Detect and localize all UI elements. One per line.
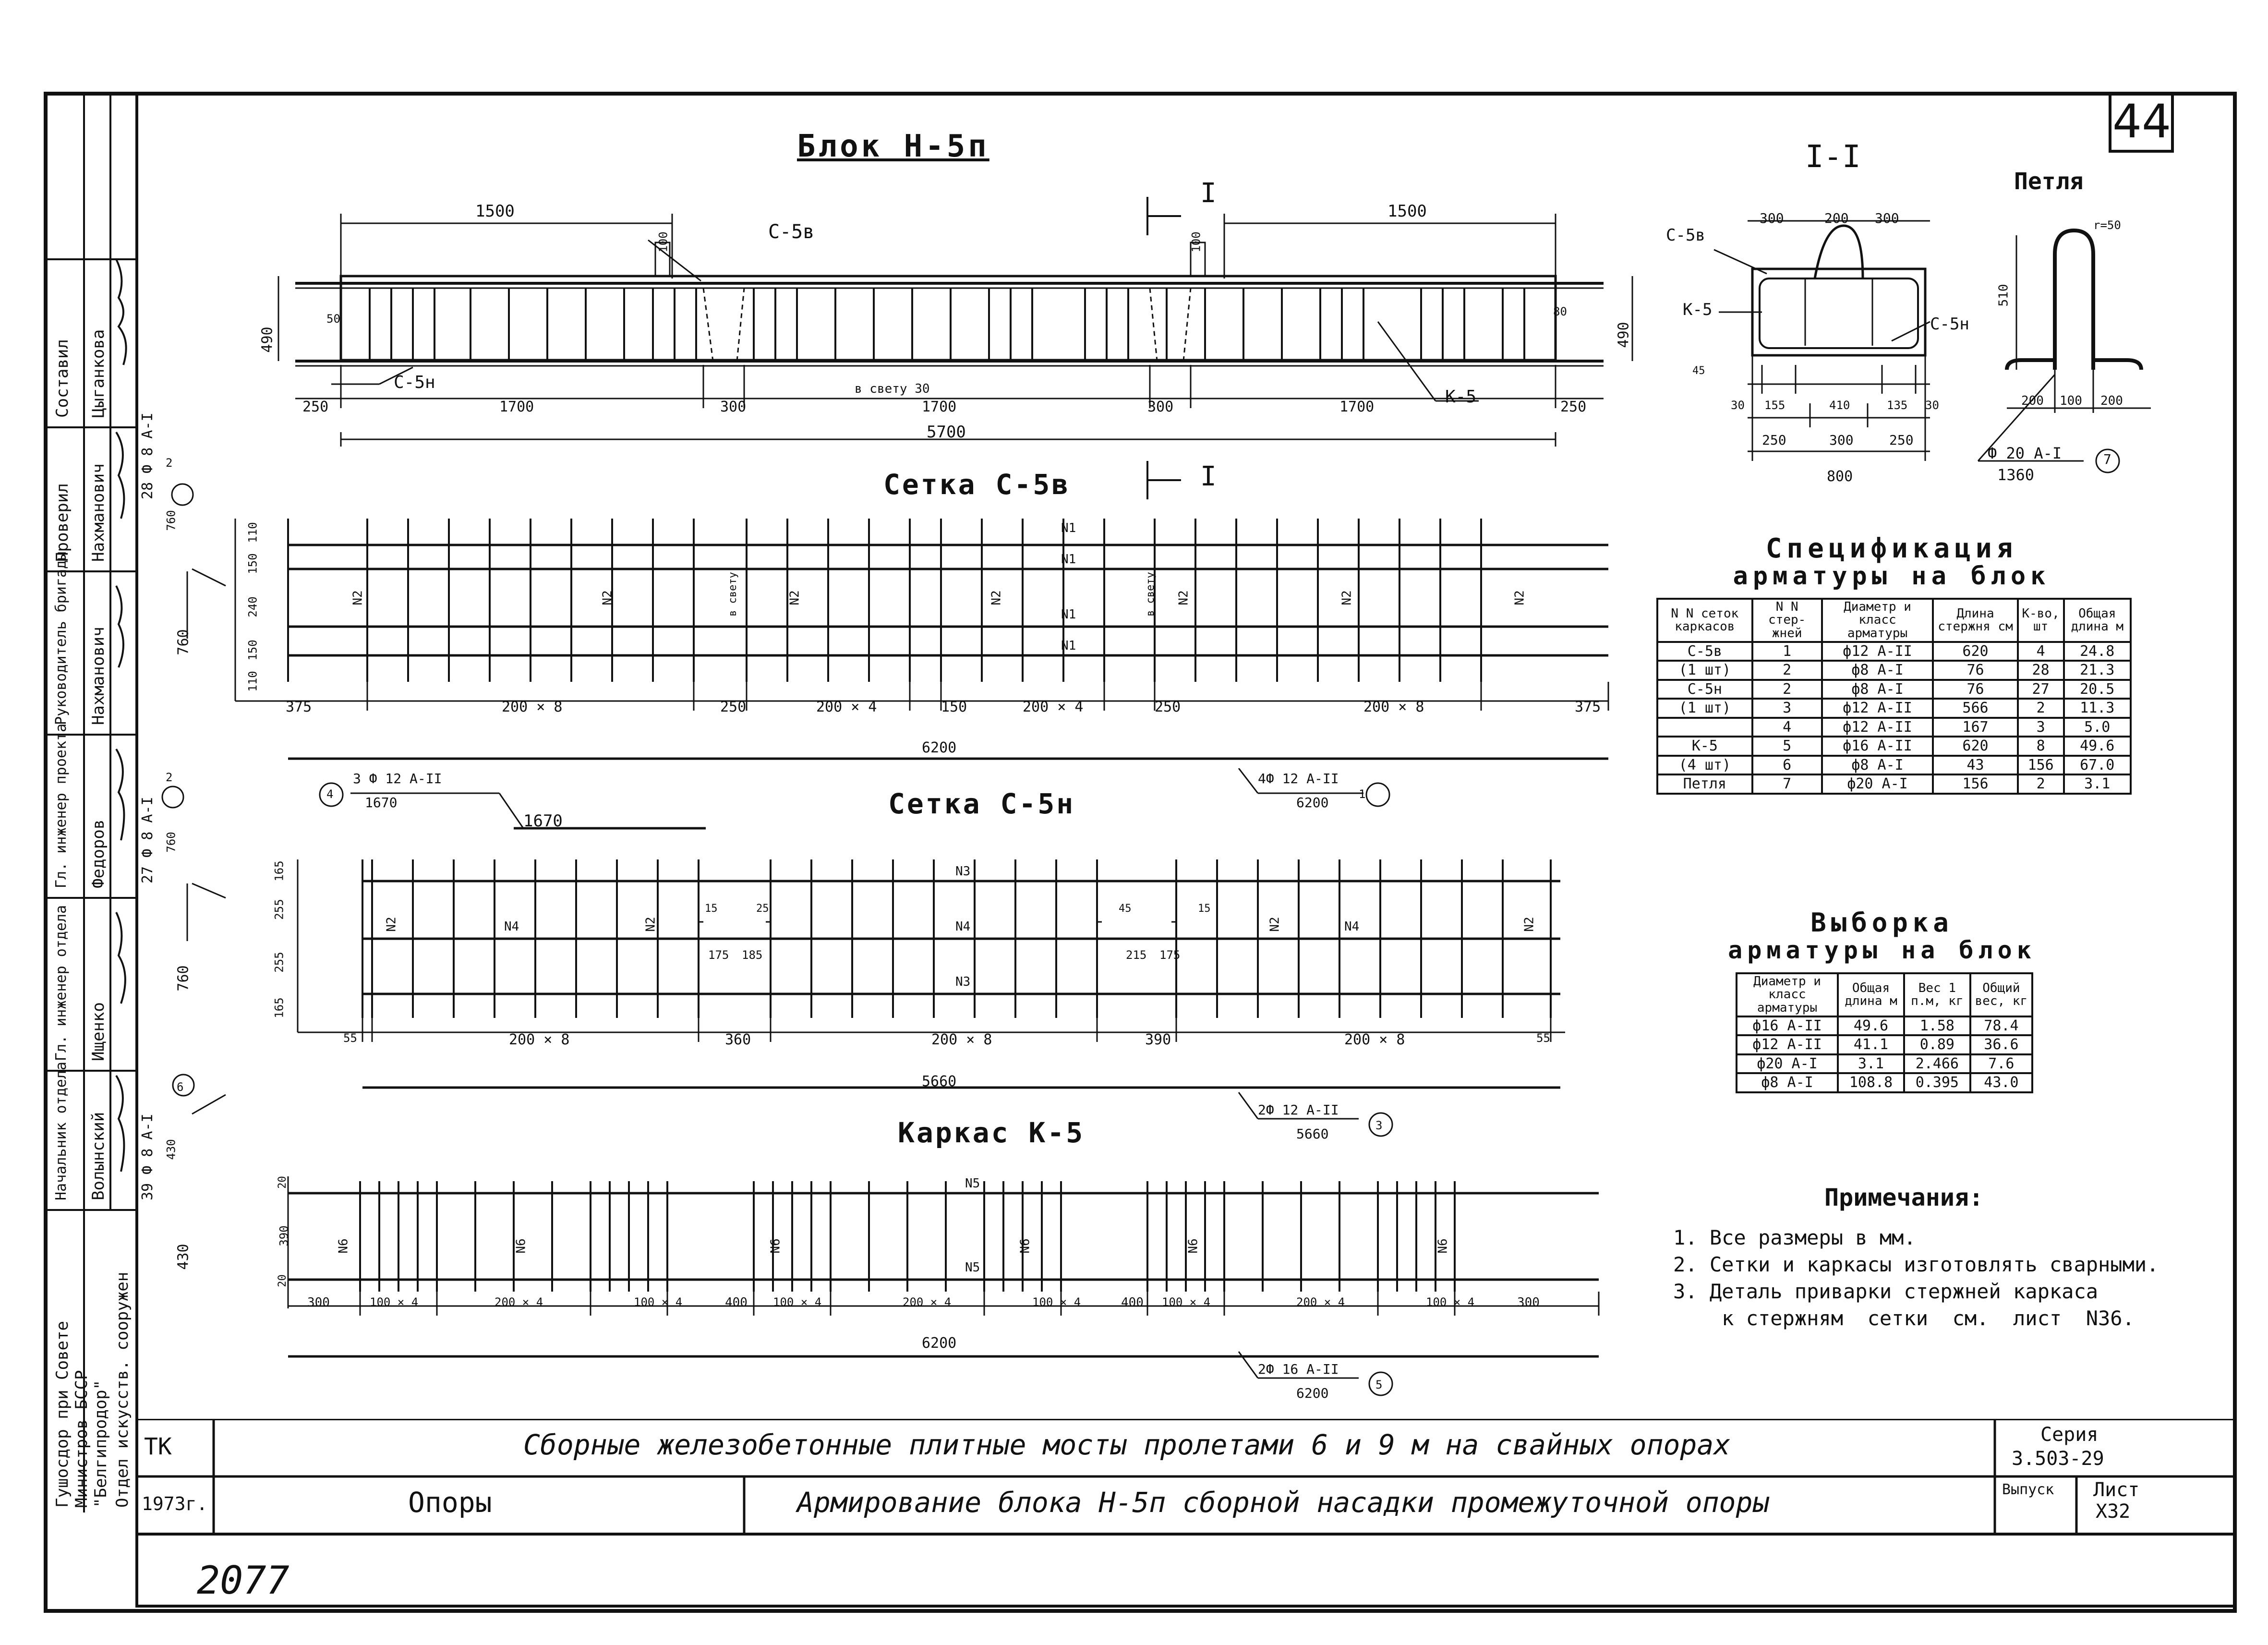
dim: 100 — [1189, 231, 1203, 253]
cell: ф16 А-II — [1737, 1016, 1838, 1036]
right-bar: 2Ф 16 А-II — [1258, 1361, 1339, 1377]
stamp-role: Составил — [53, 339, 72, 418]
title-series-label: Серия — [2040, 1424, 2099, 1446]
cell: ф8 А-I — [1822, 661, 1933, 680]
left-bar: 27 Ф 8 А-I — [139, 797, 156, 883]
bar-label: N1 — [1061, 552, 1076, 567]
stamp-org-4: Отдел искусств. сооружен — [113, 1271, 132, 1508]
bar-label: N6 — [514, 1238, 529, 1254]
cell: 20.5 — [2064, 680, 2131, 699]
selection-table — [1736, 972, 2033, 1093]
dim: 200 × 8 — [509, 1031, 570, 1048]
cell: С-5в — [1657, 642, 1752, 661]
gap-label: в свету — [1144, 572, 1157, 617]
dim: 135 — [1887, 399, 1908, 412]
bar-label: N2 — [1267, 917, 1282, 932]
bar-label: N2 — [350, 590, 365, 605]
stamp-name: Нахманович — [89, 463, 108, 562]
dim: 200 × 8 — [1344, 1031, 1405, 1048]
bar-label: N6 — [1186, 1238, 1201, 1254]
table-row — [1737, 1016, 2032, 1036]
stamp-role: Гл. инженер отдела — [53, 905, 70, 1061]
cell: 1 — [1752, 642, 1822, 661]
cell: 4 — [2018, 642, 2064, 661]
bar-label: N2 — [643, 917, 658, 932]
dim: 250 — [1762, 432, 1786, 448]
dim: 200 — [2021, 394, 2044, 408]
cell: (1 шт) — [1657, 661, 1752, 680]
mesh-c5v-left-leader — [154, 480, 259, 768]
cell: 156 — [2018, 756, 2064, 775]
dim: 80 — [1553, 305, 1567, 318]
table-row — [1657, 680, 2131, 699]
loop-bar: Ф 20 А-I — [1988, 444, 2062, 462]
cell: 41.1 — [1838, 1035, 1904, 1054]
title-issue-label: Выпуск — [2002, 1481, 2054, 1498]
dim: 200 × 8 — [1363, 699, 1424, 715]
note-item: 3. Деталь приварки стержней каркаса — [1673, 1280, 2099, 1303]
block-title: Блок Н-5п — [797, 129, 989, 164]
cell: 2 — [2018, 774, 2064, 794]
cell: 566 — [1933, 699, 2017, 718]
bar-label: N6 — [768, 1238, 783, 1254]
table-row — [1657, 737, 2131, 756]
selection-title-1: Выборка — [1810, 907, 1954, 938]
cell: Петля — [1657, 774, 1752, 794]
title-series: 3.503-29 — [2012, 1448, 2104, 1470]
dim: 150 — [941, 699, 967, 715]
dim: 250 — [1560, 399, 1587, 415]
cell: 7 — [1752, 774, 1822, 794]
dim: 155 — [1764, 399, 1785, 412]
table-row — [1657, 718, 2131, 737]
left-bar-len: 760 — [164, 832, 178, 853]
bar-label: N4 — [504, 919, 519, 934]
dim: 185 — [742, 948, 763, 962]
stamp-name: Цыганкова — [89, 329, 108, 418]
title-main: Сборные железобетонные плитные мосты пролетами 6 и 9 м на свайных опорах — [523, 1428, 1731, 1461]
cell: 2 — [1752, 661, 1822, 680]
table-row — [1737, 1073, 2032, 1092]
mesh-c5n-leader — [1229, 1090, 1421, 1148]
cell: 7.6 — [1970, 1054, 2032, 1074]
spec-header: Общая длина м — [2064, 599, 2131, 642]
cell: 67.0 — [2064, 756, 2131, 775]
left-bar-len-2: 760 — [175, 629, 192, 655]
dim-total: 5660 — [922, 1073, 957, 1090]
cell: 76 — [1933, 680, 2017, 699]
bar-label: N2 — [1339, 590, 1354, 605]
loop-drawing — [1959, 211, 2170, 480]
dim: 200 × 8 — [502, 699, 563, 715]
dim: 200 × 4 — [1296, 1295, 1345, 1309]
dim: 200 × 4 — [816, 699, 877, 715]
dim: 100 × 4 — [1162, 1295, 1211, 1309]
dim-total: 800 — [1827, 468, 1853, 485]
dim: 490 — [259, 327, 276, 353]
note-item: 1. Все размеры в мм. — [1673, 1226, 1916, 1249]
bar-label: N2 — [787, 590, 802, 605]
dim: 250 — [720, 699, 747, 715]
spec-header: Длина стержня см — [1933, 599, 2017, 642]
dim: 1700 — [1339, 399, 1375, 415]
right-bar: 4Ф 12 А-II — [1258, 771, 1339, 786]
stamp-role: Гл. инженер проекта — [53, 723, 70, 888]
right-bar-len: 6200 — [1296, 1385, 1329, 1401]
cell: ф20 А-I — [1822, 774, 1933, 794]
label: С-5н — [1930, 314, 1969, 334]
cell: 5 — [1752, 737, 1822, 756]
dim-note: в свету 30 — [855, 382, 930, 396]
bar-label: N3 — [955, 975, 971, 989]
cell: 0.89 — [1904, 1035, 1970, 1054]
bar-label: N2 — [384, 917, 399, 932]
dim: 255 — [272, 899, 286, 920]
dim-total: 6200 — [922, 739, 957, 756]
section-title: I-I — [1805, 139, 1861, 175]
dim: 200 × 4 — [903, 1295, 952, 1309]
frame-label: К-5 — [1445, 387, 1477, 407]
dim: 100 — [656, 231, 670, 253]
dim: 215 — [1126, 948, 1147, 962]
dim: 20 — [276, 1176, 289, 1189]
stamp-name: Ищенко — [89, 1002, 108, 1061]
dim: 360 — [725, 1031, 751, 1048]
stamp-org-2: Министров БССР — [72, 1370, 91, 1508]
dim: 100 × 4 — [370, 1295, 419, 1309]
table-row — [1657, 699, 2131, 718]
bar-label: N6 — [336, 1238, 351, 1254]
bar-label: N5 — [965, 1260, 980, 1275]
right-bar-len: 5660 — [1296, 1126, 1329, 1142]
spec-table — [1656, 598, 2132, 795]
dim: 100 × 4 — [1426, 1295, 1475, 1309]
selection-title-2: арматуры на блок — [1728, 936, 2036, 964]
dim: 100 — [2060, 394, 2082, 408]
dim: 25 — [756, 903, 769, 915]
notes-title: Примечания: — [1824, 1184, 1984, 1211]
mesh-top-label: С-5в — [768, 221, 815, 243]
spec-title-2: арматуры на блок — [1733, 562, 2051, 591]
dim: 45 — [1692, 365, 1705, 377]
inventory-number: 2077 — [197, 1558, 290, 1603]
label: К-5 — [1683, 300, 1713, 319]
notes-list — [1673, 1224, 2159, 1332]
dim: 165 — [272, 860, 286, 882]
bar-label: N2 — [989, 590, 1004, 605]
extra-bar: 3 Ф 12 А-II — [353, 771, 442, 786]
dim: 150 — [246, 553, 260, 574]
title-sheet-label: Лист — [2093, 1479, 2140, 1501]
right-bar-no: 5 — [1375, 1378, 1383, 1391]
cell: 6 — [1752, 756, 1822, 775]
block-elevation-drawing — [269, 192, 1661, 499]
left-bar: 39 Ф 8 А-I — [139, 1113, 156, 1200]
bar-label: N1 — [1061, 639, 1076, 653]
dim: 30 — [1731, 399, 1745, 412]
dim: 45 — [1119, 903, 1132, 915]
dim: 375 — [1575, 699, 1601, 715]
bar-label: N2 — [600, 590, 615, 605]
cell: 8 — [2018, 737, 2064, 756]
dim: 400 — [725, 1295, 748, 1310]
cell: 620 — [1933, 737, 2017, 756]
dim: 300 — [1517, 1295, 1540, 1310]
cell — [1657, 718, 1752, 737]
dim: 150 — [246, 640, 260, 661]
cell: К-5 — [1657, 737, 1752, 756]
cell: 156 — [1933, 774, 2017, 794]
dim: 1700 — [922, 399, 957, 415]
cell: 4 — [1752, 718, 1822, 737]
cell: ф16 А-II — [1822, 737, 1933, 756]
stamp-org-1: Гушосдор при Совете — [53, 1321, 72, 1508]
left-bar-len: 760 — [164, 510, 178, 531]
signatures — [111, 250, 136, 1210]
dim: 1700 — [499, 399, 534, 415]
dim: 100 × 4 — [1032, 1295, 1081, 1309]
cell: (1 шт) — [1657, 699, 1752, 718]
mesh-c5n-drawing — [269, 850, 1613, 1109]
cell: 43.0 — [1970, 1073, 2032, 1092]
loop-note: r=50 — [2093, 218, 2121, 232]
table-row — [1737, 1035, 2032, 1054]
title-year: 1973г. — [142, 1493, 208, 1514]
dim: 490 — [1615, 322, 1632, 348]
cell: 78.4 — [1970, 1016, 2032, 1036]
dim: 300 — [1875, 210, 1899, 226]
spec-header: N N сеток каркасов — [1657, 599, 1752, 642]
dim: 200 — [2100, 394, 2123, 408]
gap-label: в свету — [726, 572, 739, 617]
left-bar-len: 430 — [164, 1139, 178, 1160]
selection-header: Вес 1 п.м, кг — [1904, 973, 1970, 1016]
cell: 27 — [2018, 680, 2064, 699]
frame-k5-title: Каркас К-5 — [898, 1116, 1085, 1149]
cell: ф12 А-II — [1822, 699, 1933, 718]
loop-length: 1360 — [1997, 466, 2035, 484]
cell: 36.6 — [1970, 1035, 2032, 1054]
table-row — [1657, 756, 2131, 775]
dim: 1500 — [1387, 202, 1427, 221]
dim: 240 — [246, 596, 260, 617]
cell: ф12 А-II — [1737, 1035, 1838, 1054]
dim: 200 × 4 — [1023, 699, 1084, 715]
dim: 100 × 4 — [773, 1295, 822, 1309]
cell: 0.395 — [1904, 1073, 1970, 1092]
bar-label: N3 — [955, 864, 971, 879]
cell: 21.3 — [2064, 661, 2131, 680]
extra-bar-no: 4 — [326, 787, 334, 801]
cell: ф8 А-I — [1822, 680, 1933, 699]
dim: 15 — [1198, 903, 1211, 915]
section-drawing — [1671, 202, 1940, 499]
right-bar-no: 1 — [1359, 787, 1366, 801]
left-bar-no: 6 — [177, 1080, 184, 1094]
dim: 510 — [1996, 284, 2011, 307]
stamp-role: Начальник отдела — [53, 1062, 70, 1200]
dim: 200 × 8 — [931, 1031, 992, 1048]
cell: 49.6 — [2064, 737, 2131, 756]
dim: 200 — [1824, 210, 1849, 226]
cell: 3 — [2018, 718, 2064, 737]
mesh-c5n-left-leader — [154, 783, 250, 1032]
bar-label: N1 — [1061, 521, 1076, 535]
dim: 250 — [1889, 432, 1914, 448]
dim: 250 — [302, 399, 329, 415]
spec-header: К-во, шт — [2018, 599, 2064, 642]
dim: 165 — [272, 997, 286, 1018]
frame-k5-left-leader — [154, 1066, 250, 1287]
dim: 300 — [1829, 432, 1854, 448]
title-tk: ТК — [144, 1433, 172, 1460]
selection-header: Диаметр и класс арматуры — [1737, 973, 1838, 1016]
extra-bar-len-2: 1670 — [523, 811, 563, 831]
cell: ф12 А-II — [1822, 642, 1933, 661]
bar-label: N6 — [1436, 1238, 1450, 1254]
left-bar: 28 Ф 8 А-I — [139, 412, 156, 499]
dim: 300 — [720, 399, 747, 415]
spec-header: N N стер- жней — [1752, 599, 1822, 642]
dim: 1500 — [475, 202, 515, 221]
title-sheet: Армирование блока Н-5п сборной насадки промежуточной опоры — [797, 1486, 1770, 1519]
left-bar-no: 2 — [166, 456, 173, 470]
dim: 110 — [246, 671, 260, 692]
cell: ф12 А-II — [1822, 718, 1933, 737]
selection-header: Общая длина м — [1838, 973, 1904, 1016]
title-sheet-no: Х32 — [2096, 1500, 2131, 1523]
cell: 49.6 — [1838, 1016, 1904, 1036]
dim: 390 — [277, 1225, 291, 1246]
mesh-c5v-title: Сетка С-5в — [883, 468, 1071, 501]
cell: 3.1 — [2064, 774, 2131, 794]
dim-total: 6200 — [922, 1335, 957, 1352]
loop-title: Петля — [2014, 168, 2084, 195]
bar-label: N2 — [1522, 917, 1537, 932]
extra-bar-len: 1670 — [365, 795, 398, 810]
right-bar-no: 3 — [1375, 1119, 1383, 1132]
cell: 1.58 — [1904, 1016, 1970, 1036]
dim: 250 — [1155, 699, 1181, 715]
cell: 108.8 — [1838, 1073, 1904, 1092]
dim: 175 — [708, 948, 729, 962]
dim: 55 — [343, 1031, 357, 1045]
cell: ф20 А-I — [1737, 1054, 1838, 1074]
mesh-bottom-label: С-5н — [394, 373, 435, 392]
dim: 400 — [1121, 1295, 1144, 1310]
stamp-role: Проверил — [53, 483, 72, 562]
table-row — [1657, 774, 2131, 794]
bar-label: N5 — [965, 1176, 980, 1191]
dim: 50 — [326, 312, 340, 326]
dim: 100 × 4 — [634, 1295, 683, 1309]
cell: (4 шт) — [1657, 756, 1752, 775]
right-bar-len: 6200 — [1296, 795, 1329, 810]
cell: 24.8 — [2064, 642, 2131, 661]
stamp-name: Волынский — [89, 1112, 108, 1200]
title-section: Опоры — [408, 1486, 492, 1519]
table-row — [1657, 642, 2131, 661]
cell: 2 — [2018, 699, 2064, 718]
dim: 300 — [1760, 210, 1784, 226]
mesh-c5n-title: Сетка С-5н — [888, 787, 1075, 820]
cell: 3 — [1752, 699, 1822, 718]
right-bar: 2Ф 12 А-II — [1258, 1102, 1339, 1118]
cell: 167 — [1933, 718, 2017, 737]
section-mark: I — [1200, 461, 1217, 492]
label: С-5в — [1666, 226, 1705, 245]
loop-bar-no: 7 — [2103, 451, 2111, 467]
dim-total: 5700 — [927, 423, 966, 442]
section-mark: I — [1200, 178, 1217, 209]
bar-label: N4 — [955, 919, 971, 934]
left-bar-len-2: 430 — [175, 1244, 192, 1270]
cell: 620 — [1933, 642, 2017, 661]
left-bar-len-2: 760 — [175, 965, 192, 992]
bar-label: N2 — [1176, 590, 1191, 605]
dim: 410 — [1829, 399, 1850, 412]
stamp-name: Нахманович — [89, 627, 108, 725]
dim: 20 — [276, 1274, 289, 1287]
cell: ф8 А-I — [1737, 1073, 1838, 1092]
cell: 28 — [2018, 661, 2064, 680]
dim: 255 — [272, 952, 286, 973]
dim: 30 — [1925, 399, 1939, 412]
table-row — [1657, 661, 2131, 680]
stamp-name: Федоров — [89, 819, 108, 888]
bar-label: N1 — [1061, 607, 1076, 622]
spec-header: Диаметр и класс арматуры — [1822, 599, 1933, 642]
note-item: к стержням сетки см. лист N36. — [1673, 1306, 2135, 1330]
dim: 15 — [705, 903, 718, 915]
spec-title-1: Спецификация — [1765, 533, 2018, 564]
bar-label: N4 — [1344, 919, 1360, 934]
cell: 2.466 — [1904, 1054, 1970, 1074]
dim: 300 — [1147, 399, 1174, 415]
sheet-number: 44 — [2112, 95, 2171, 148]
dim: 175 — [1159, 948, 1181, 962]
dim: 55 — [1536, 1031, 1550, 1045]
note-item: 2. Сетки и каркасы изготовлять сварными. — [1673, 1253, 2159, 1276]
cell: 5.0 — [2064, 718, 2131, 737]
cell: 43 — [1933, 756, 2017, 775]
cell: 3.1 — [1838, 1054, 1904, 1074]
selection-header: Общий вес, кг — [1970, 973, 2032, 1016]
mesh-c5v-leaders — [288, 768, 1440, 845]
frame-k5-leader — [1229, 1349, 1421, 1407]
dim: 110 — [246, 522, 260, 543]
cell: 76 — [1933, 661, 2017, 680]
dim: 200 × 4 — [495, 1295, 543, 1309]
cell: 2 — [1752, 680, 1822, 699]
cell: 11.3 — [2064, 699, 2131, 718]
dim: 300 — [307, 1295, 330, 1310]
cell: С-5н — [1657, 680, 1752, 699]
stamp-org-3: "Белгипродор" — [91, 1379, 110, 1508]
cell: ф8 А-I — [1822, 756, 1933, 775]
table-row — [1737, 1054, 2032, 1074]
bar-label: N6 — [1018, 1238, 1033, 1254]
bar-label: N2 — [1512, 590, 1527, 605]
left-bar-no: 2 — [166, 771, 173, 784]
stamp-role: Руководитель бригады — [53, 551, 70, 725]
dim: 390 — [1145, 1031, 1171, 1048]
dim: 375 — [286, 699, 312, 715]
